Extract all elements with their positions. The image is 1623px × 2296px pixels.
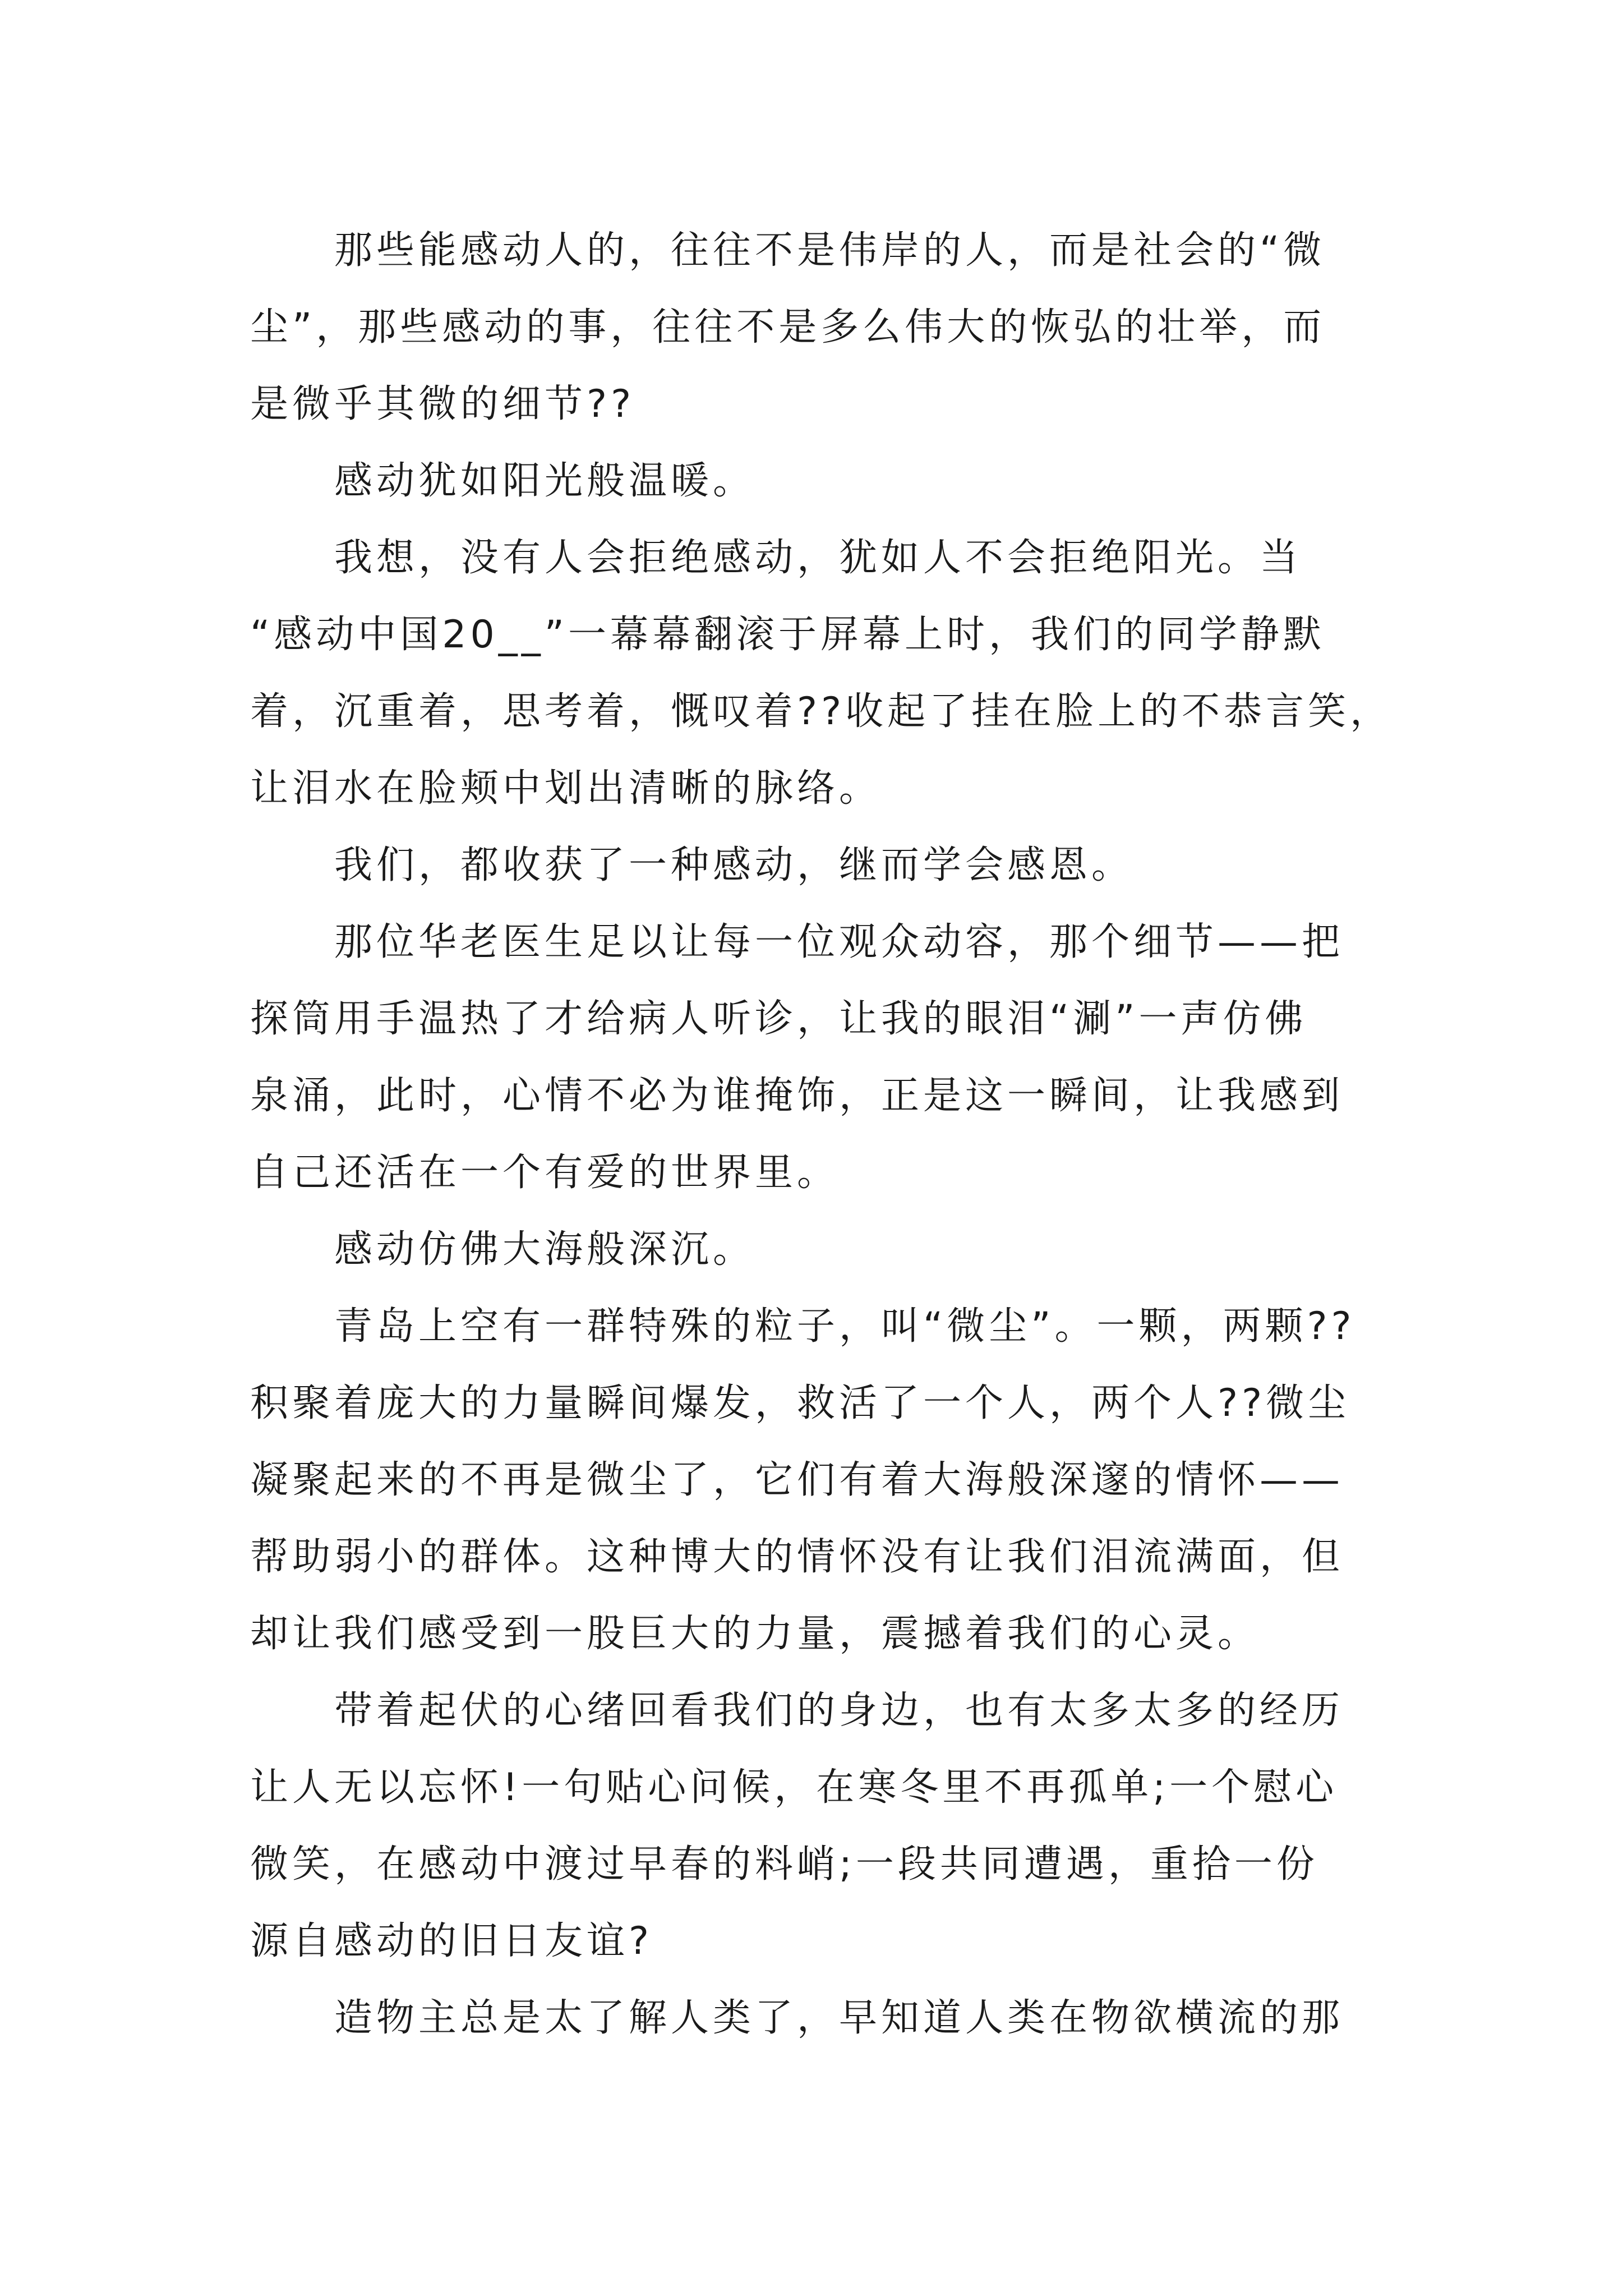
text-line: 那位华老医生足以让每一位观众动容，那个细节——把 [334,920,1344,964]
text-line: 我想，没有人会拒绝感动，犹如人不会拒绝阳光。当 [334,536,1302,580]
text-line: 让泪水在脸颊中划出清晰的脉络。 [250,766,882,811]
text-line: 青岛上空有一群特殊的粒子，叫“微尘”。一颗，两颗?? [334,1304,1355,1349]
text-line: 却让我们感受到一股巨大的力量，震撼着我们的心灵。 [250,1612,1260,1656]
text-line: 造物主总是太了解人类了，早知道人类在物欲横流的那 [334,1996,1344,2040]
text-line: 感动犹如阳光般温暖。 [334,459,755,503]
text-line: 微笑，在感动中渡过早春的料峭;一段共同遭遇，重拾一份 [250,1842,1318,1887]
text-line: “感动中国20__”一幕幕翻滚于屏幕上时，我们的同学静默 [250,613,1325,657]
text-line: 凝聚起来的不再是微尘了，它们有着大海般深邃的情怀—— [250,1458,1344,1502]
text-line: 带着起伏的心绪回看我们的身边，也有太多太多的经历 [334,1688,1344,1733]
text-line: 源自感动的旧日友谊? [250,1919,653,1963]
text-line: 是微乎其微的细节?? [250,382,635,426]
text-line: 自己还活在一个有爱的世界里。 [250,1151,840,1195]
text-line: 尘”，那些感动的事，往往不是多么伟大的恢弘的壮举，而 [250,305,1326,349]
text-line: 让人无以忘怀!一句贴心问候，在寒冬里不再孤单;一个慰心 [250,1765,1338,1810]
text-line: 着，沉重着，思考着，慨叹着??收起了挂在脸上的不恭言笑， [250,689,1393,734]
document-body [250,212,1393,2056]
text-line: 探筒用手温热了才给病人听诊，让我的眼泪“涮”一声仿佛 [250,997,1307,1041]
text-line: 那些能感动人的，往往不是伟岸的人，而是社会的“微 [334,228,1326,273]
text-line: 积聚着庞大的力量瞬间爆发，救活了一个人，两个人??微尘 [250,1381,1350,1425]
text-line: 感动仿佛大海般深沉。 [334,1227,755,1272]
text-line: 泉涌，此时，心情不必为谁掩饰，正是这一瞬间，让我感到 [250,1074,1344,1118]
text-line: 我们，都收获了一种感动，继而学会感恩。 [334,843,1134,887]
text-line: 帮助弱小的群体。这种博大的情怀没有让我们泪流满面，但 [250,1535,1344,1579]
